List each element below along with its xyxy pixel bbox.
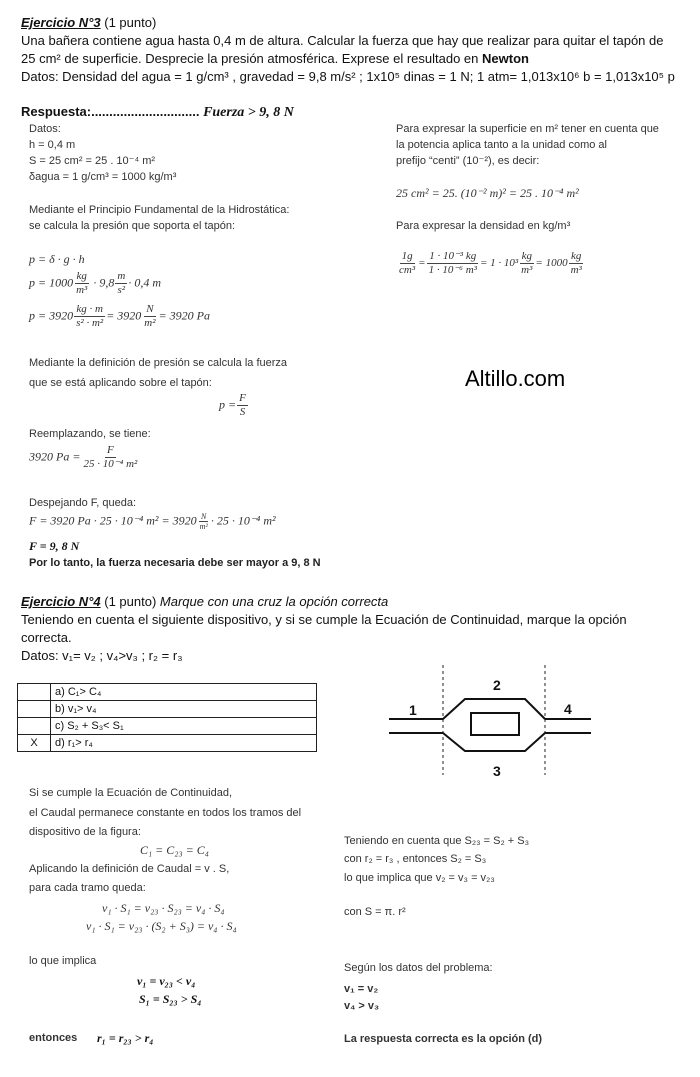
right-note-4: Para expresar la densidad en kg/m³ [396,220,571,232]
answer-value: Fuerza > 9, 8 N [203,105,294,120]
option-a-mark[interactable] [18,684,51,701]
eq-force-pre: F = 3920 Pa · 25 · 10⁻⁴ m² = 3920 [29,513,197,528]
principio-line-1: Mediante el Principio Fundamental de la Hidrostática: [29,204,290,216]
exercise-4-data-line: Datos: v₁= v₂ ; v₄>v₃ ; r₂ = r₃ [21,648,183,663]
exercise-4-statement-2: correcta. [21,630,72,645]
datos-h: h = 0,4 m [29,139,76,151]
sol-line-2: el Caudal permanece constante en todos los tramos del [29,807,302,819]
datos-title: Datos: [29,123,61,135]
diagram-label-4: 4 [564,701,572,717]
option-d-mark[interactable]: X [18,735,51,752]
exercise-3-points: (1 punto) [104,15,157,30]
principio-line-2: se calcula la presión que soporta el tapón: [29,220,236,232]
right-eq-density-eq1: = [418,257,426,270]
definicion-line-1: Mediante la definición de presión se calcula la fuerza [29,357,288,369]
right-eq-density-eq2: = 1 · 10³ [479,257,519,270]
sol-eq-areas: S₁ = S₂₃ > S₄ [139,992,202,1006]
fraction-n-m2: $\frac{N}{\text{m²}}$ [144,303,156,329]
option-c-mark[interactable] [18,718,51,735]
option-b-mark[interactable] [18,701,51,718]
option-row-d[interactable] [18,735,317,752]
eq-reemplazo-pre: 3920 Pa = [29,449,81,464]
eq-pressure-substitution: p = 1000 $\frac{kg}{\text{m³}}$ · 9,8 $\frac{m}{\text{s²}}$ · 0,4 m [29,270,161,296]
fraction-kg-m3: $\frac{kg}{\text{m³}}$ [76,270,88,296]
exercise-4-points: (1 punto) [104,594,157,609]
fraction-m-s2: $\frac{m}{\text{s²}}$ [117,270,126,296]
eq-pressure-res-post: = 3920 Pa [158,308,210,323]
sol-line-5: para cada tramo queda: [29,882,146,894]
diagram-label-3: 3 [493,763,501,779]
fraction-g-cm3: $\frac{1g}{\text{cm³}}$ [399,250,416,276]
exercise-3-unit-newton: Newton [482,51,529,66]
eq-force-post: · 25 · 10⁻⁴ m² [210,513,276,528]
eq-reemplazo [29,444,140,471]
exercise-4-title: Ejercicio N°4 [21,594,101,609]
right-sol-2: con r₂ = r₃ , entonces S₂ = S₃ [344,853,487,865]
right-sol-4: con S = π. r² [344,906,406,918]
option-a-label: a) C₁> C₄ [51,684,317,701]
branch-2-outer [443,699,545,719]
diagram-label-1: 1 [409,702,417,718]
eq-pressure-res-mid: = 3920 [106,308,142,323]
datos-delta: δagua = 1 g/cm³ = 1000 kg/m³ [29,171,177,183]
right-eq-density [396,250,585,277]
option-d-label: d) r₁> r₄ [51,735,317,752]
exercise-4-heading [21,593,388,610]
eq-pressure-formula: p = δ · g · h [29,252,85,266]
right-note-1: Para expresar la superficie en m² tener en cuenta que [396,123,659,135]
eq-pressure-res-pre: p = 3920 [29,308,74,323]
sol-line-4: Aplicando la definición de Caudal = v . S, [29,863,230,875]
right-sol-answer: La respuesta correcta es la opción (d) [344,1033,543,1045]
eq-force-result: F = 9, 8 N [29,539,80,553]
eq-pf-pre: p = [219,397,237,412]
exercise-3-heading [21,14,156,31]
sol-eq-tramos-1: v₁ · S₁ = v₂₃ · S₂₃ = v₄ · S₄ [102,901,225,915]
right-note-3: prefijo “centi” (10⁻²), es decir: [396,155,540,167]
exercise-3-data-line: Datos: Densidad del agua = 1 g/cm³ , gravedad = 9,8 m/s² ; 1x10⁵ dinas = 1 N; 1 atm= 1,013x10⁶ b = 1,013x10⁵ p [21,69,675,84]
right-sol-3: lo que implica que v₂ = v₃ = v₂₃ [344,872,495,884]
right-sol-6: v₁ = v₂ [344,983,379,995]
answer-label: Respuesta:.............................. [21,104,200,119]
right-sol-5: Según los datos del problema: [344,962,493,974]
fraction-kg-m3-c: $\frac{kg}{\text{m³}}$ [570,250,582,276]
fraction-f-area: $\frac{F}{\text{25 · 10⁻⁴ m²}}$ [83,444,138,470]
eq-pressure-sub-post: · 0,4 m [128,275,161,290]
conclusion-text: Por lo tanto, la fuerza necesaria debe ser mayor a 9, 8 N [29,557,321,569]
option-row-c[interactable] [18,718,317,735]
eq-pressure-result [29,303,210,330]
right-eq-area: 25 cm² = 25. (10⁻² m)² = 25 . 10⁻⁴ m² [396,186,579,200]
sol-eq-caudal: C₁ = C₂₃ = C₄ [140,843,209,857]
exercise-4-instruction: Marque con una cruz la opción correcta [159,594,389,609]
definicion-line-2: que se está aplicando sobre el tapón: [29,377,212,389]
sol-eq-tramos-2: v₁ · S₁ = v₂₃ · (S₂ + S₃) = v₄ · S₄ [86,919,237,933]
eq-pressure-sub-pre: p = 1000 [29,275,74,290]
sol-line-1: Si se cumple la Ecuación de Continuidad, [29,787,233,799]
eq-pressure-force [219,392,249,419]
sol-eq-velocities: v₁ = v₂₃ < v₄ [137,974,196,988]
right-sol-7: v₄ > v₃ [344,1000,380,1012]
exercise-3-statement-2-text: 25 cm² de superficie. Desprecie la presión atmosférica. Exprese el resultado en [21,51,479,66]
right-eq-density-eq3: = 1000 [535,257,568,270]
sol-line-3: dispositivo de la figura: [29,826,141,838]
central-block [471,713,519,735]
sol-line-7: entonces [29,1032,78,1044]
fraction-conversion: $\frac{\text{1 · 10⁻³ kg}}{\text{1 · 10⁻⁶ m³}}$ [428,250,477,276]
options-table [17,683,317,752]
reemplazando-label: Reemplazando, se tiene: [29,428,151,440]
option-b-label: b) v₁> v₄ [51,701,317,718]
fraction-kg-m3-b: $\frac{kg}{\text{m³}}$ [521,250,533,276]
right-note-2: la potencia aplica tanto a la unidad como al [396,139,607,151]
fraction-n-m2-small: $\frac{N}{\text{m²}}$ [199,512,208,531]
datos-s: S = 25 cm² = 25 . 10⁻⁴ m² [29,155,156,167]
sol-line-6: lo que implica [29,955,97,967]
option-row-a[interactable] [18,684,317,701]
despejando-label: Despejando F, queda: [29,497,137,509]
exercise-3-statement-1: Una bañera contiene agua hasta 0,4 m de altura. Calcular la fuerza que hay que realizar para quitar el tapón de [21,33,664,48]
option-c-label: c) S₂ + S₃< S₁ [51,718,317,735]
eq-force [29,512,276,531]
exercise-4-statement-1: Teniendo en cuenta el siguiente dispositivo, y si se cumple la Ecuación de Continuidad, marque la opción [21,612,627,627]
diagram-label-2: 2 [493,677,501,693]
sol-eq-radii: r₁ = r₂₃ > r₄ [97,1031,154,1045]
pipe-diagram [385,665,595,775]
fraction-kgm-s2m2: $\frac{kg \cdot m}{\text{s² · m²}}$ [76,303,104,329]
exercise-3-statement-2 [21,50,529,67]
watermark-text: Altillo.com [465,366,566,391]
right-sol-1: Teniendo en cuenta que S₂₃ = S₂ + S₃ [344,835,530,847]
option-row-b[interactable] [18,701,317,718]
fraction-f-s: $\frac{F}{S}$ [239,392,246,418]
exercise-3-answer [21,103,294,121]
exercise-3-title: Ejercicio N°3 [21,15,101,30]
